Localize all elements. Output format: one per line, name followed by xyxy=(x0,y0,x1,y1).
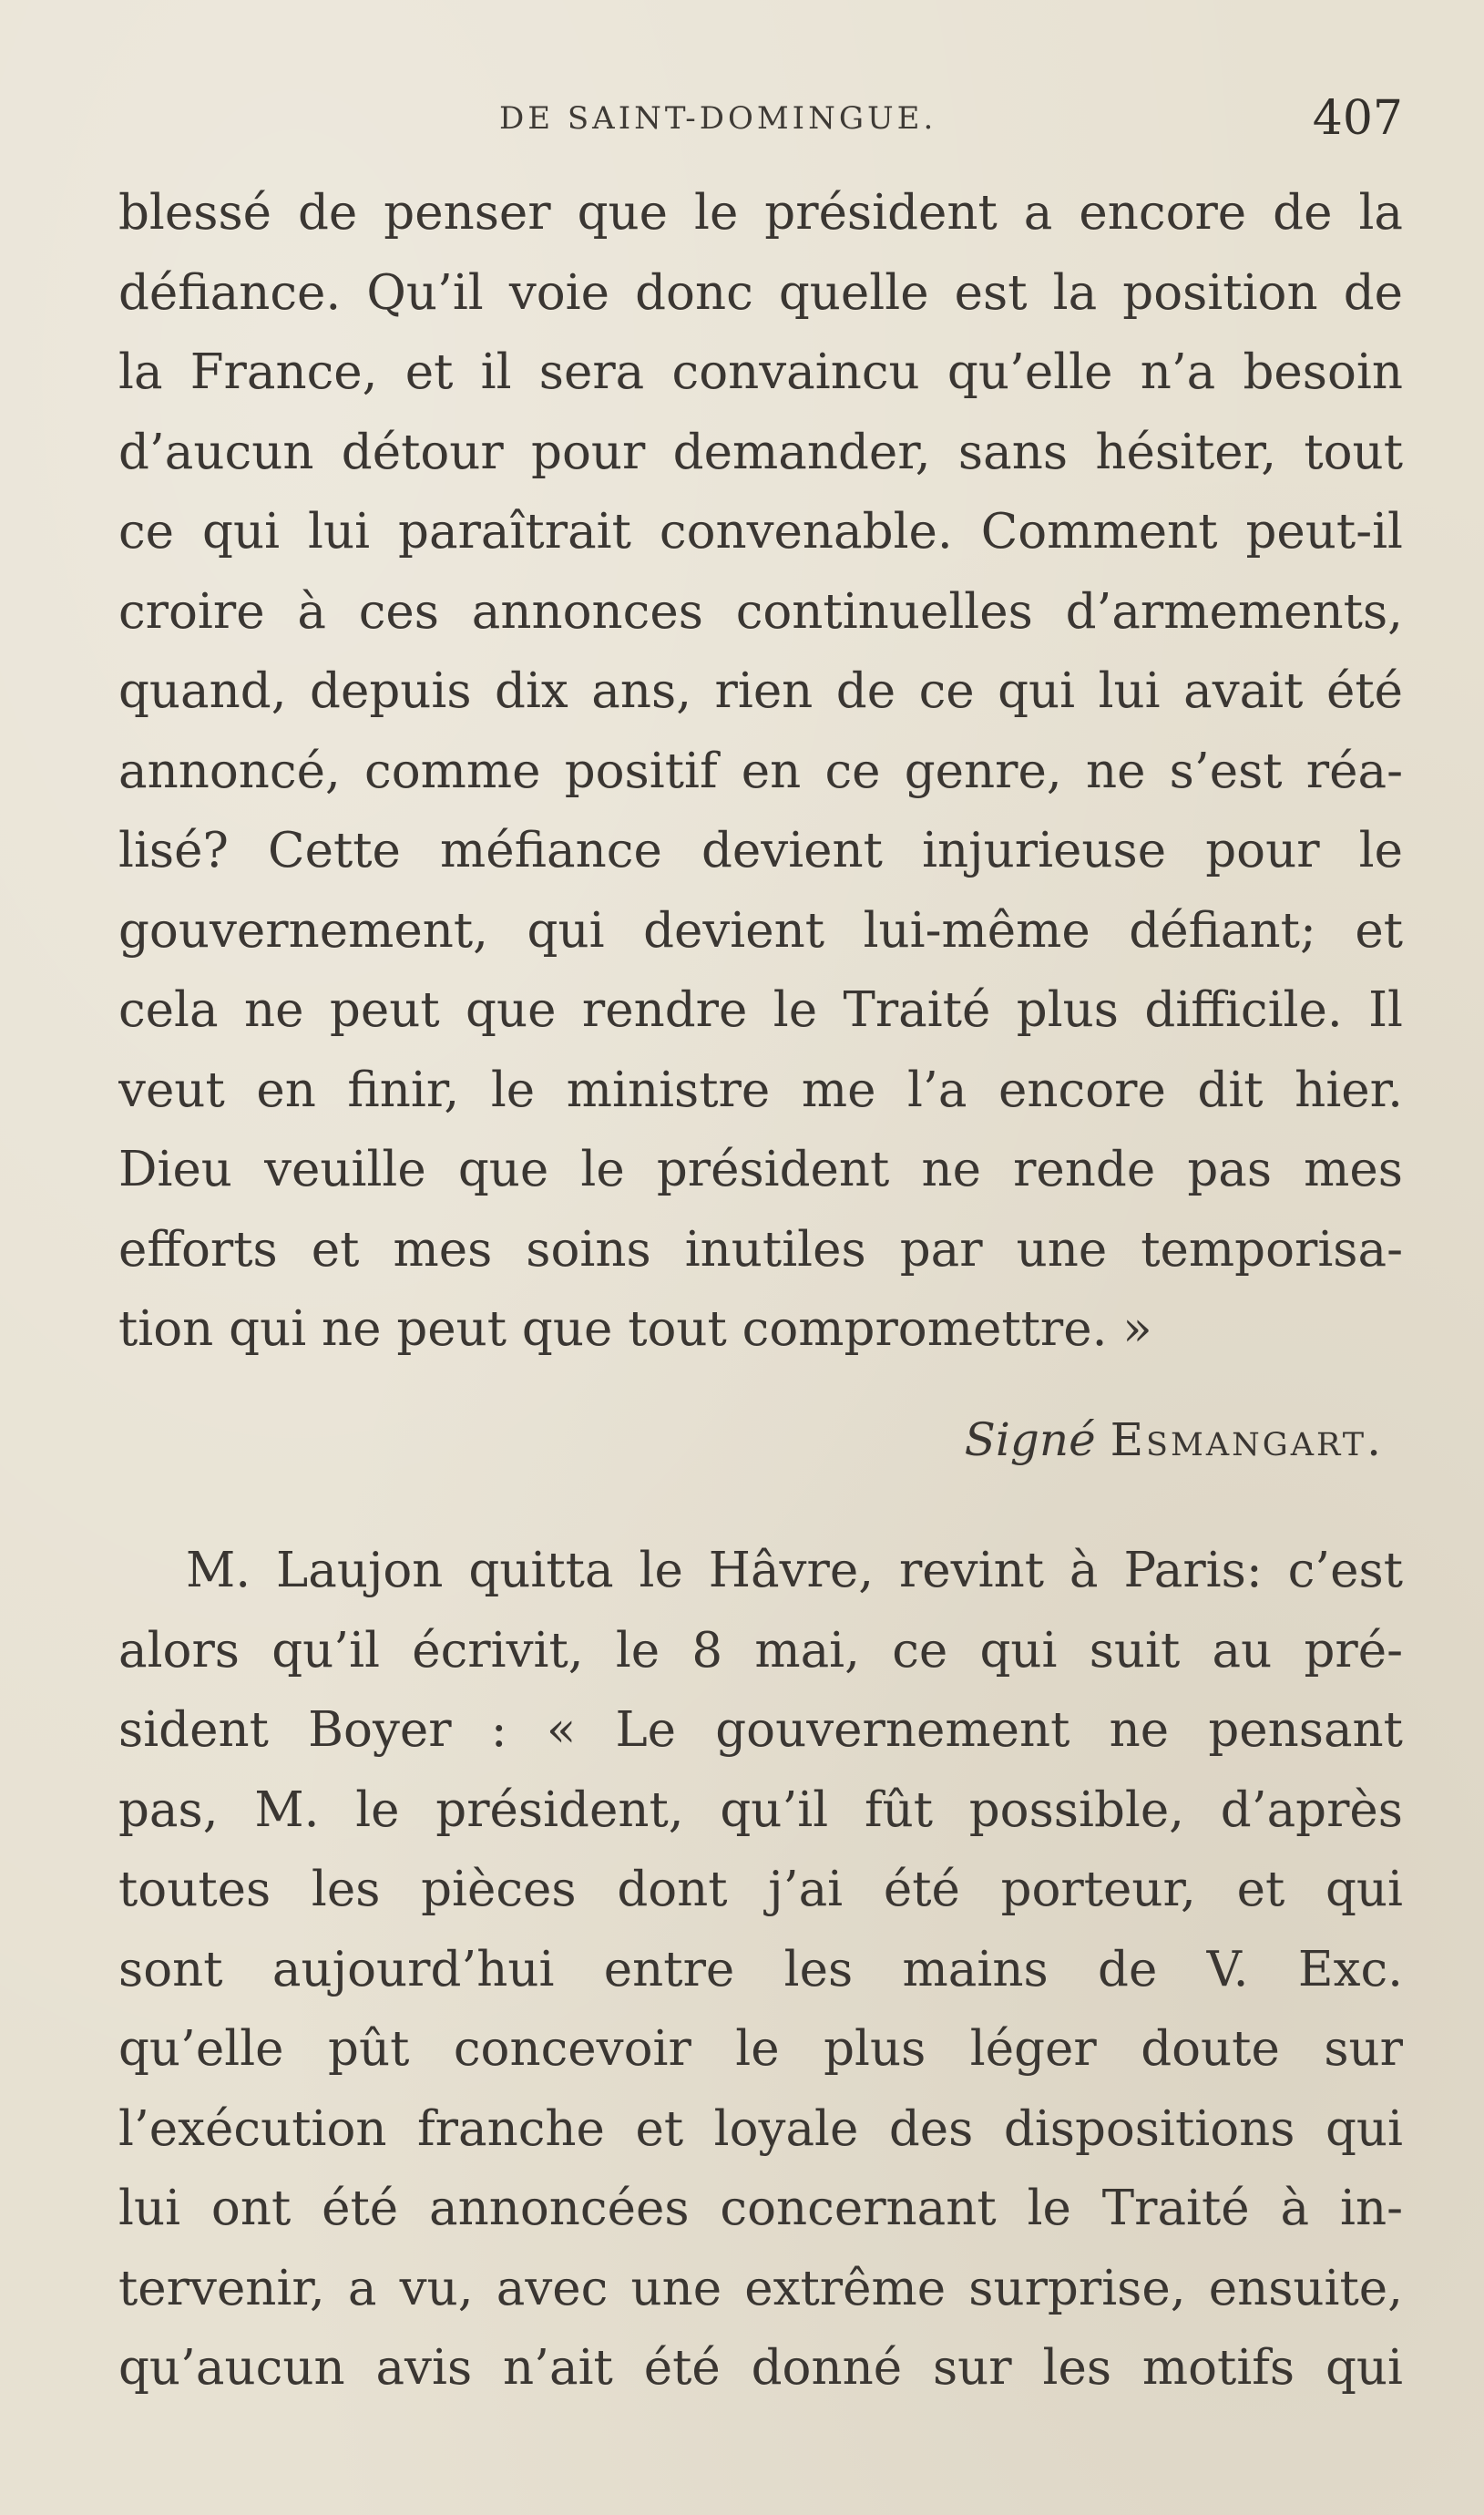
text-line: pas, M. le président, qu’il fût possible, d’après xyxy=(118,1781,1403,1838)
running-head: DE SAINT-DOMINGUE. xyxy=(499,100,937,137)
text-line: alors qu’il écrivit, le 8 mai, ce qui suit au pré- xyxy=(118,1622,1403,1678)
signature-name: Esmangart. xyxy=(1110,1413,1384,1466)
text-line: lisé? Cette méfiance devient injurieuse pour le xyxy=(118,823,1403,878)
text-line: défiance. Qu’il voie donc quelle est la position de xyxy=(118,264,1403,321)
text-line: l’exécution franche et loyale des dispositions qui xyxy=(118,2100,1403,2157)
paragraph-laujon xyxy=(118,1531,1403,2408)
text-line: M. Laujon quitta le Hâvre, revint à Paris: c’est xyxy=(186,1543,1403,1598)
text-line: sident Boyer : « Le gouvernement ne pensant xyxy=(118,1702,1403,1758)
text-line: tervenir, a vu, avec une extrême surprise, ensuite, xyxy=(118,2260,1403,2316)
page-number: 407 xyxy=(1312,91,1403,146)
signature-signe: Signé xyxy=(964,1413,1096,1466)
text-line: qu’aucun avis n’ait été donné sur les motifs qui xyxy=(118,2340,1403,2396)
text-line: qu’elle pût concevoir le plus léger doute sur xyxy=(118,2021,1403,2077)
text-line: croire à ces annonces continuelles d’armements, xyxy=(118,583,1403,640)
text-line: efforts et mes soins inutiles par une temporisa- xyxy=(118,1221,1403,1278)
text-line: quand, depuis dix ans, rien de ce qui lui avait été xyxy=(118,663,1403,719)
page-header xyxy=(118,91,1403,155)
text-line: Dieu veuille que le président ne rende pas mes xyxy=(118,1142,1403,1197)
text-line: la France, et il sera convaincu qu’elle n’a besoin xyxy=(118,344,1403,400)
text-line: lui ont été annoncées concernant le Traité à in- xyxy=(118,2181,1403,2236)
text-line: gouvernement, qui devient lui-même défiant; et xyxy=(118,902,1403,959)
text-line: cela ne peut que rendre le Traité plus difficile. Il xyxy=(118,982,1403,1038)
signature-line xyxy=(965,1403,1384,1476)
text-line: blessé de penser que le président a encore de la xyxy=(118,185,1403,241)
text-line: ce qui lui paraîtrait convenable. Comment peut-il xyxy=(118,504,1403,559)
text-line: veut en finir, le ministre me l’a encore dit hier. xyxy=(118,1062,1403,1118)
text-line: d’aucun détour pour demander, sans hésiter, tout xyxy=(118,424,1403,480)
paragraph-letter-end xyxy=(118,173,1403,1370)
text-line: sont aujourd’hui entre les mains de V. Exc. xyxy=(118,1941,1403,1997)
text-line: annoncé, comme positif en ce genre, ne s’est réa- xyxy=(118,743,1403,799)
text-line: tion qui ne peut que tout compromettre. » xyxy=(118,1301,1152,1357)
text-line: toutes les pièces dont j’ai été porteur, et qui xyxy=(118,1862,1403,1917)
